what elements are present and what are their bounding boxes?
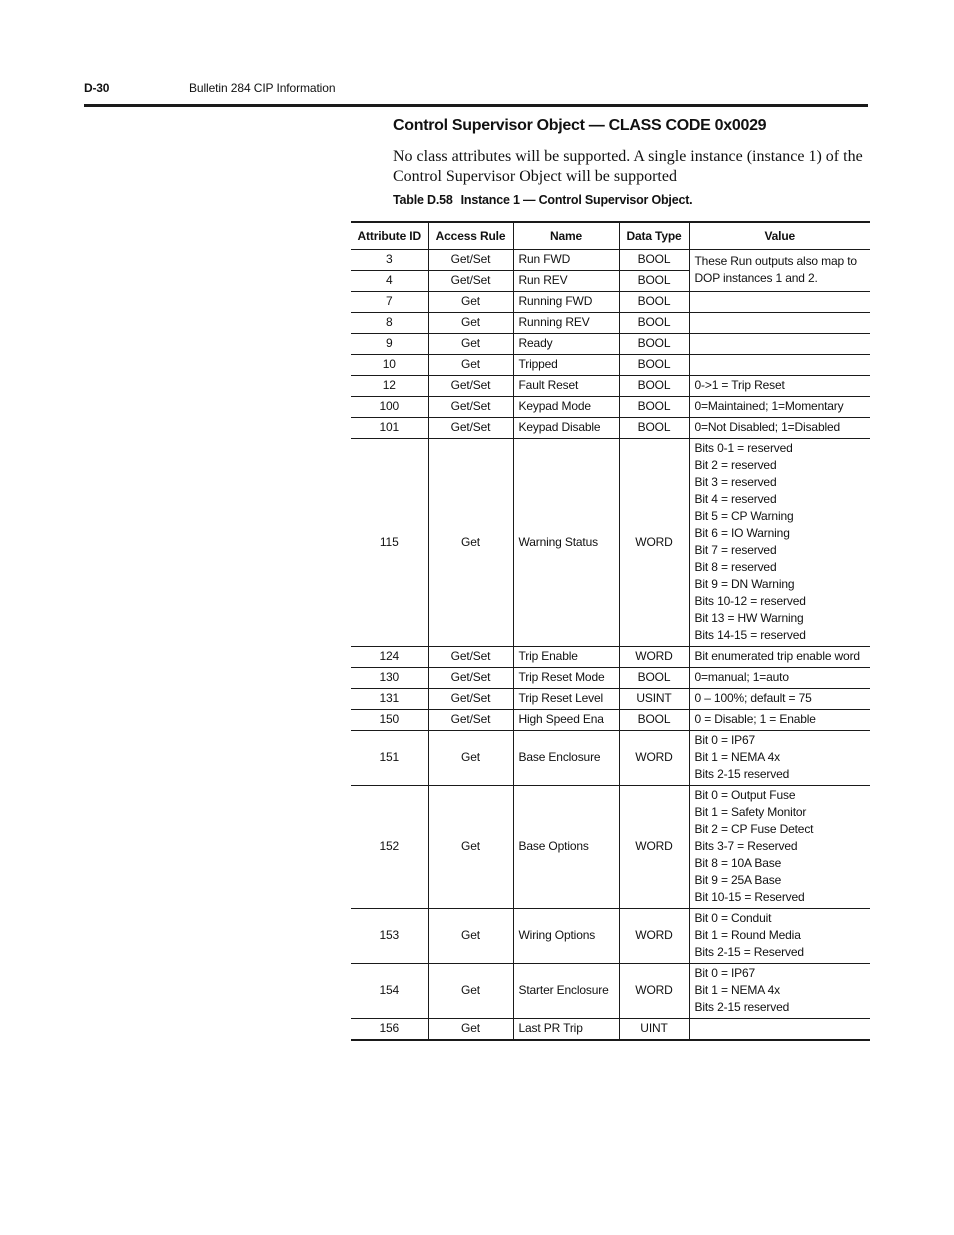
access-rule-cell: Get/Set [428, 397, 513, 418]
value-line: Bits 2-15 reserved [694, 1000, 790, 1014]
name-cell: Last PR Trip [513, 1019, 619, 1041]
attribute-id-cell: 3 [351, 250, 428, 271]
attribute-id-cell: 152 [351, 786, 428, 909]
attribute-id-cell: 9 [351, 334, 428, 355]
value-cell [689, 334, 870, 355]
access-rule-cell: Get [428, 355, 513, 376]
table-row [351, 909, 870, 964]
intro-paragraph: No class attributes will be supported. A single instance (instance 1) of the Control Supervisor Object will be supported [393, 148, 863, 185]
data-type-cell: WORD [619, 647, 689, 668]
table-row [351, 689, 870, 710]
data-type-cell: BOOL [619, 418, 689, 439]
section-title: Control Supervisor Object — CLASS CODE 0x0029 [393, 117, 767, 134]
data-type-cell: BOOL [619, 250, 689, 271]
access-rule-cell: Get/Set [428, 689, 513, 710]
column-header-name: Name [513, 222, 619, 250]
attribute-id-cell: 156 [351, 1019, 428, 1041]
table-row [351, 647, 870, 668]
data-type-cell: BOOL [619, 334, 689, 355]
value-cell [689, 313, 870, 334]
table-row [351, 710, 870, 731]
value-line: 0 = Disable; 1 = Enable [694, 712, 816, 726]
value-line: Bits 14-15 = reserved [694, 628, 806, 642]
name-cell: Trip Reset Level [513, 689, 619, 710]
value-line: Bit 9 = 25A Base [694, 873, 782, 887]
value-line: Bit 4 = reserved [694, 492, 777, 506]
name-cell: Wiring Options [513, 909, 619, 964]
column-header-access-rule: Access Rule [428, 222, 513, 250]
data-type-cell: WORD [619, 786, 689, 909]
value-cell [689, 376, 870, 397]
value-line: Bit 1 = Safety Monitor [694, 805, 807, 819]
access-rule-cell: Get [428, 292, 513, 313]
table-row [351, 250, 870, 271]
access-rule-cell: Get [428, 964, 513, 1019]
value-line: 0->1 = Trip Reset [694, 378, 785, 392]
value-line: 0=Maintained; 1=Momentary [694, 399, 844, 413]
name-cell: Running REV [513, 313, 619, 334]
data-type-cell: UINT [619, 1019, 689, 1041]
name-cell: Running FWD [513, 292, 619, 313]
value-line: Bit 2 = reserved [694, 458, 777, 472]
data-type-cell: BOOL [619, 313, 689, 334]
running-title: Bulletin 284 CIP Information [189, 81, 336, 95]
attribute-id-cell: 131 [351, 689, 428, 710]
table-header-row [351, 222, 870, 250]
value-cell [689, 689, 870, 710]
attribute-id-cell: 8 [351, 313, 428, 334]
value-cell [689, 1019, 870, 1041]
access-rule-cell: Get/Set [428, 710, 513, 731]
value-line: Bit 0 = Output Fuse [694, 788, 796, 802]
value-cell [689, 731, 870, 786]
value-cell [689, 418, 870, 439]
table-row [351, 355, 870, 376]
name-cell: Trip Reset Mode [513, 668, 619, 689]
access-rule-cell: Get [428, 313, 513, 334]
value-line: These Run outputs also map to [694, 254, 857, 268]
value-line: 0=manual; 1=auto [694, 670, 789, 684]
value-line: 0=Not Disabled; 1=Disabled [694, 420, 841, 434]
attribute-id-cell: 115 [351, 439, 428, 647]
table-caption-text: Instance 1 — Control Supervisor Object. [460, 193, 693, 207]
attribute-id-cell: 124 [351, 647, 428, 668]
value-line: Bit 9 = DN Warning [694, 577, 795, 591]
value-cell [689, 355, 870, 376]
attribute-id-cell: 154 [351, 964, 428, 1019]
name-cell: Base Enclosure [513, 731, 619, 786]
value-cell [689, 292, 870, 313]
page-header [84, 80, 868, 107]
attribute-id-cell: 101 [351, 418, 428, 439]
value-line: Bit 13 = HW Warning [694, 611, 804, 625]
attribute-table [351, 221, 870, 1041]
access-rule-cell: Get [428, 731, 513, 786]
value-line: 0 – 100%; default = 75 [694, 691, 812, 705]
value-line: Bit 3 = reserved [694, 475, 777, 489]
table-row [351, 439, 870, 647]
data-type-cell: BOOL [619, 271, 689, 292]
attribute-id-cell: 130 [351, 668, 428, 689]
table-caption [393, 193, 692, 207]
name-cell: Tripped [513, 355, 619, 376]
value-cell [689, 710, 870, 731]
data-type-cell: BOOL [619, 668, 689, 689]
table-body [351, 250, 870, 1041]
column-header-value: Value [689, 222, 870, 250]
data-type-cell: BOOL [619, 376, 689, 397]
table-row [351, 313, 870, 334]
name-cell: Trip Enable [513, 647, 619, 668]
data-type-cell: BOOL [619, 710, 689, 731]
column-header-data-type: Data Type [619, 222, 689, 250]
access-rule-cell: Get/Set [428, 376, 513, 397]
access-rule-cell: Get/Set [428, 668, 513, 689]
data-type-cell: WORD [619, 964, 689, 1019]
value-line: Bits 3-7 = Reserved [694, 839, 798, 853]
data-type-cell: WORD [619, 439, 689, 647]
data-type-cell: USINT [619, 689, 689, 710]
name-cell: High Speed Ena [513, 710, 619, 731]
access-rule-cell: Get [428, 439, 513, 647]
name-cell: Run REV [513, 271, 619, 292]
table-row [351, 334, 870, 355]
table-row [351, 376, 870, 397]
table-row [351, 1019, 870, 1041]
table-row [351, 964, 870, 1019]
value-line: Bit 2 = CP Fuse Detect [694, 822, 814, 836]
table-row [351, 397, 870, 418]
value-cell [689, 647, 870, 668]
attribute-id-cell: 4 [351, 271, 428, 292]
access-rule-cell: Get [428, 786, 513, 909]
table-row [351, 731, 870, 786]
name-cell: Base Options [513, 786, 619, 909]
data-type-cell: BOOL [619, 397, 689, 418]
table-row [351, 786, 870, 909]
value-cell [689, 397, 870, 418]
data-type-cell: BOOL [619, 292, 689, 313]
value-cell [689, 909, 870, 964]
name-cell: Keypad Disable [513, 418, 619, 439]
access-rule-cell: Get [428, 909, 513, 964]
name-cell: Keypad Mode [513, 397, 619, 418]
value-line: Bit 8 = reserved [694, 560, 777, 574]
value-cell [689, 668, 870, 689]
access-rule-cell: Get [428, 334, 513, 355]
value-line: Bit 1 = Round Media [694, 928, 801, 942]
name-cell: Fault Reset [513, 376, 619, 397]
table-row [351, 292, 870, 313]
access-rule-cell: Get/Set [428, 647, 513, 668]
name-cell: Starter Enclosure [513, 964, 619, 1019]
value-line: Bits 0-1 = reserved [694, 441, 793, 455]
attribute-id-cell: 153 [351, 909, 428, 964]
value-line: Bit 7 = reserved [694, 543, 777, 557]
attribute-id-cell: 150 [351, 710, 428, 731]
value-line: Bit 1 = NEMA 4x [694, 750, 780, 764]
attribute-id-cell: 12 [351, 376, 428, 397]
name-cell: Ready [513, 334, 619, 355]
value-line: Bits 2-15 = Reserved [694, 945, 804, 959]
value-line: DOP instances 1 and 2. [694, 271, 818, 285]
value-cell [689, 250, 870, 292]
value-line: Bit 0 = IP67 [694, 733, 756, 747]
value-cell [689, 439, 870, 647]
table-row [351, 668, 870, 689]
access-rule-cell: Get/Set [428, 271, 513, 292]
value-line: Bit enumerated trip enable word [694, 649, 860, 663]
value-line: Bit 8 = 10A Base [694, 856, 782, 870]
name-cell: Run FWD [513, 250, 619, 271]
value-line: Bit 0 = Conduit [694, 911, 772, 925]
name-cell: Warning Status [513, 439, 619, 647]
table-caption-label: Table D.58 [393, 193, 453, 207]
value-line: Bit 0 = IP67 [694, 966, 756, 980]
value-cell [689, 786, 870, 909]
access-rule-cell: Get/Set [428, 250, 513, 271]
data-type-cell: BOOL [619, 355, 689, 376]
value-line: Bit 1 = NEMA 4x [694, 983, 780, 997]
value-line: Bits 2-15 reserved [694, 767, 790, 781]
value-line: Bit 5 = CP Warning [694, 509, 794, 523]
value-line: Bit 10-15 = Reserved [694, 890, 805, 904]
table-row [351, 418, 870, 439]
attribute-id-cell: 100 [351, 397, 428, 418]
page-number: D-30 [84, 81, 110, 95]
attribute-id-cell: 151 [351, 731, 428, 786]
access-rule-cell: Get [428, 1019, 513, 1041]
value-line: Bit 6 = IO Warning [694, 526, 790, 540]
attribute-id-cell: 7 [351, 292, 428, 313]
data-type-cell: WORD [619, 731, 689, 786]
value-cell [689, 964, 870, 1019]
value-line: Bits 10-12 = reserved [694, 594, 806, 608]
attribute-id-cell: 10 [351, 355, 428, 376]
access-rule-cell: Get/Set [428, 418, 513, 439]
data-type-cell: WORD [619, 909, 689, 964]
column-header-attribute-id: Attribute ID [351, 222, 428, 250]
